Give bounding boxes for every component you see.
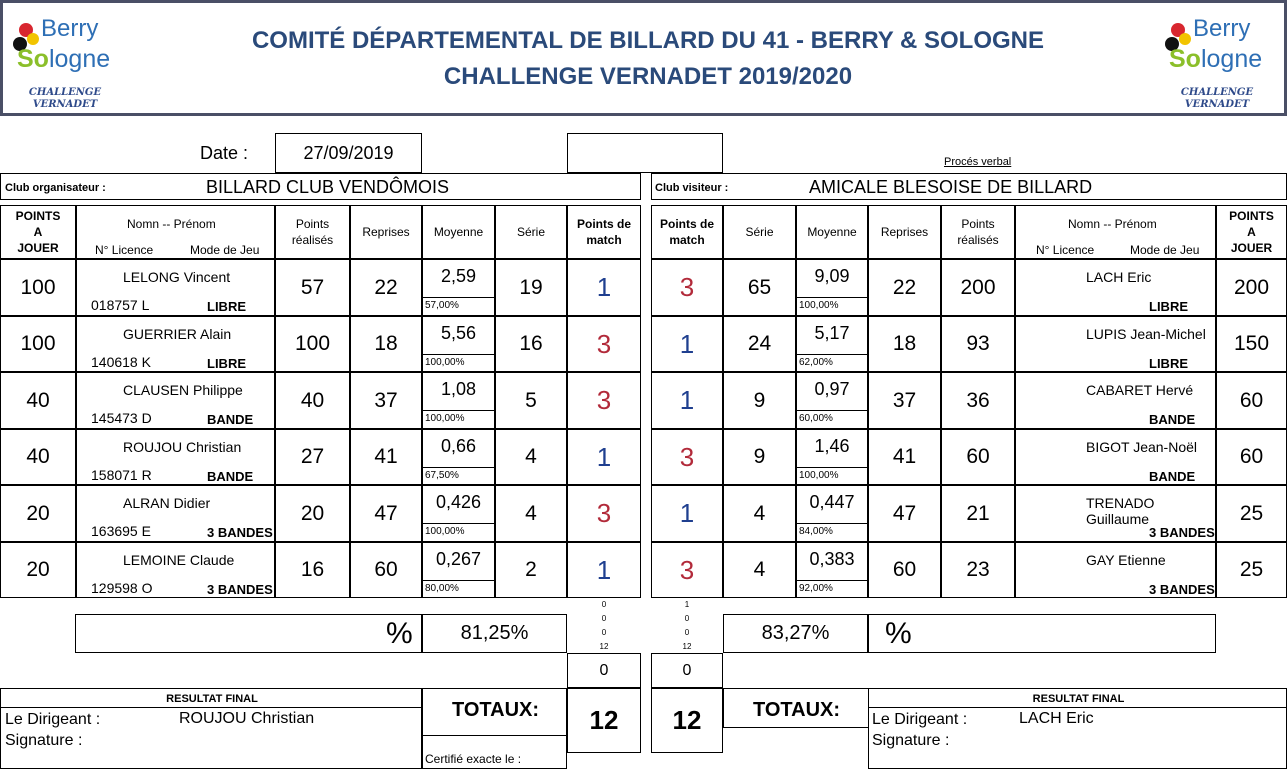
away-points-a-jouer: 60 [1216,372,1287,429]
divider [423,410,494,411]
away-dirigeant-label: Le Dirigeant : [872,711,968,728]
home-moyenne: 0,66 [440,436,477,456]
away-moyenne-pct: 100,00% [799,470,839,481]
home-points-match: 3 [567,485,641,542]
home-player-licence: 140618 K [91,354,151,370]
away-pct-symbol: % [885,617,912,650]
away-reprises: 37 [868,372,941,429]
home-points-realises: 40 [275,372,350,429]
away-player-cell [1015,429,1216,485]
home-result-box [0,688,422,769]
away-player-name: GAY Etienne [1086,552,1166,568]
away-moyenne-pct: 92,00% [799,583,833,594]
away-reprises: 41 [868,429,941,485]
away-player-cell [1015,316,1216,372]
home-mini-counts: 0 0 0 12 [599,600,609,651]
home-player-name: CLAUSEN Philippe [123,382,243,398]
home-player-cell [76,316,275,372]
away-header-moyenne: Moyenne [796,205,868,259]
away-moyenne: 5,17 [814,323,850,343]
home-points-a-jouer: 100 [0,316,76,372]
date-label: Date : [200,143,249,163]
home-moyenne: 0,267 [435,549,482,569]
away-points-realises: 93 [941,316,1015,372]
home-player-name: ALRAN Didier [123,495,211,511]
home-header-reprises: Reprises [350,205,422,259]
home-reprises: 60 [350,542,422,598]
away-points-match: 3 [651,542,723,598]
away-moyenne: 0,383 [809,549,855,569]
home-header-serie: Série [495,205,567,259]
away-points-match: 3 [651,259,723,316]
home-moyenne: 5,56 [440,323,477,343]
divider [423,297,494,298]
home-points-match: 1 [567,542,641,598]
home-moyenne-pct: 100,00% [425,526,465,537]
home-serie: 19 [495,259,567,316]
away-moyenne-cell [796,485,868,542]
away-moyenne-cell [796,429,868,485]
divider [797,297,867,298]
away-player-name: LACH Eric [1086,269,1152,285]
away-moyenne-cell [796,542,868,598]
away-points-a-jouer: 25 [1216,542,1287,598]
home-reprises: 22 [350,259,422,316]
divider [423,735,568,736]
away-pct-box [868,614,1216,653]
away-reprises: 60 [868,542,941,598]
home-moyenne-cell [422,316,495,372]
home-player-name: GUERRIER Alain [123,326,232,342]
logo-sologne: Sologne [1169,45,1263,73]
away-header-points-realises: Points réalisés [941,205,1015,259]
home-moyenne-pct: 80,00% [425,583,459,594]
away-serie: 65 [723,259,796,316]
home-player-licence: 018757 L [91,297,150,313]
page-title: COMITÉ DÉPARTEMENTAL DE BILLARD DU 41 - BERRY & SOLOGNE [251,27,1045,54]
divider [423,354,494,355]
home-signature-label: Signature : [5,732,83,749]
totaux-label: TOTAUX: [451,699,540,721]
home-result-label: RESULTAT FINAL [166,693,258,705]
logo-sologne: Sologne [17,45,111,73]
away-player-mode: LIBRE [1149,299,1188,314]
away-moyenne-pct: 60,00% [799,413,833,424]
home-player-licence: 158071 R [91,467,152,483]
away-serie: 9 [723,372,796,429]
home-player-cell [76,429,275,485]
home-serie: 2 [495,542,567,598]
home-player-mode: 3 BANDES [207,582,273,597]
away-player-cell [1015,372,1216,429]
home-points-realises: 100 [275,316,350,372]
away-header-serie: Série [723,205,796,259]
home-header-nom: Nomn -- Prénom N° Licence Mode de Jeu [76,205,275,259]
away-points-a-jouer: 200 [1216,259,1287,316]
away-mini-counts: 1 0 0 12 [682,600,692,651]
home-points-a-jouer: 20 [0,542,76,598]
home-player-mode: BANDE [207,412,254,427]
home-club-row [0,173,641,200]
divider [423,523,494,524]
home-player-name: ROUJOU Christian [123,439,242,455]
home-moyenne: 2,59 [440,266,477,286]
away-moyenne: 1,46 [814,436,850,456]
away-moyenne: 0,447 [809,492,855,512]
home-serie: 4 [495,485,567,542]
away-moyenne-cell [796,259,868,316]
away-player-cell [1015,485,1216,542]
home-points-realises: 57 [275,259,350,316]
away-serie: 9 [723,429,796,485]
divider [423,467,494,468]
away-player-cell [1015,259,1216,316]
away-player-mode: LIBRE [1149,356,1188,371]
away-moyenne-cell [796,316,868,372]
home-player-mode: BANDE [207,469,254,484]
home-pct-total: 81,25% [422,614,567,653]
home-moyenne-pct: 100,00% [425,357,465,368]
home-moyenne-pct: 100,00% [425,413,465,424]
away-points-a-jouer: 60 [1216,429,1287,485]
page-subtitle: CHALLENGE VERNADET 2019/2020 [443,63,853,90]
divider [797,410,867,411]
away-moyenne-pct: 100,00% [799,300,839,311]
totaux-box-left [422,688,567,769]
away-club-label: Club visiteur : [655,182,729,194]
home-player-cell [76,259,275,316]
home-player-name: LEMOINE Claude [123,552,235,568]
away-signature-label: Signature : [872,732,950,749]
away-player-name: BIGOT Jean-Noël [1086,439,1198,455]
away-header-reprises: Reprises [868,205,941,259]
home-points-realises: 16 [275,542,350,598]
away-header-points-match: Points de match [651,205,723,259]
home-moyenne: 0,426 [435,492,482,512]
away-zero: 0 [651,653,723,688]
home-player-mode: LIBRE [207,299,246,314]
logo-berry: Berry [1193,15,1251,42]
away-player-name: LUPIS Jean-Michel [1086,326,1206,342]
away-reprises: 18 [868,316,941,372]
home-moyenne-cell [422,542,495,598]
home-header-points-match: Points de match [567,205,641,259]
away-points-realises: 60 [941,429,1015,485]
away-points-match: 1 [651,372,723,429]
away-header-points-a-jouer: POINTS A JOUER [1216,205,1287,259]
away-club-row [651,173,1287,200]
away-result-label: RESULTAT FINAL [1032,693,1125,705]
home-club-name: BILLARD CLUB VENDÔMOIS [206,177,450,197]
home-reprises: 18 [350,316,422,372]
away-moyenne-cell [796,372,868,429]
home-pct-box [75,614,422,653]
away-points-match: 1 [651,316,723,372]
home-serie: 16 [495,316,567,372]
billiard-ball-icon [1179,33,1191,45]
home-dirigeant-name: ROUJOU Christian [179,710,315,727]
logo-berry: Berry [41,15,99,42]
home-player-cell [76,372,275,429]
home-moyenne-cell [422,259,495,316]
home-serie: 5 [495,372,567,429]
home-points-a-jouer: 100 [0,259,76,316]
home-points-a-jouer: 20 [0,485,76,542]
home-player-licence: 163695 E [91,523,151,539]
away-club-name: AMICALE BLESOISE DE BILLARD [809,177,1093,197]
away-points-match: 3 [651,429,723,485]
home-dirigeant-label: Le Dirigeant : [5,711,101,728]
away-moyenne: 9,09 [814,266,850,286]
totaux-box-right [723,688,868,728]
home-points-match: 3 [567,316,641,372]
blank-box [567,133,723,173]
away-points-a-jouer: 150 [1216,316,1287,372]
home-player-cell [76,485,275,542]
berry-sologne-logo-left [11,15,121,111]
divider [797,523,867,524]
home-serie: 4 [495,429,567,485]
home-pct-symbol: % [386,617,413,650]
away-serie: 24 [723,316,796,372]
away-header-nom: Nomn -- Prénom N° Licence Mode de Jeu [1015,205,1216,259]
home-moyenne-cell [422,429,495,485]
totaux-label: TOTAUX: [752,699,841,721]
home-points-realises: 27 [275,429,350,485]
home-moyenne-pct: 67,50% [425,470,459,481]
away-player-mode: BANDE [1149,412,1196,427]
home-club-label: Club organisateur : [5,182,106,194]
away-moyenne: 0,97 [814,379,850,399]
away-points-a-jouer: 25 [1216,485,1287,542]
home-reprises: 41 [350,429,422,485]
home-points-a-jouer: 40 [0,372,76,429]
away-serie: 4 [723,542,796,598]
home-total: 12 [567,688,641,753]
away-moyenne-pct: 62,00% [799,357,833,368]
logo-caption: CHALLENGE VERNADET [1180,87,1254,110]
home-reprises: 37 [350,372,422,429]
away-result-box [868,688,1287,769]
away-reprises: 22 [868,259,941,316]
home-points-a-jouer: 40 [0,429,76,485]
divider [797,354,867,355]
certifie-label: Certifié exacte le : [425,752,522,766]
away-points-realises: 23 [941,542,1015,598]
divider [869,707,1286,708]
away-player-mode: BANDE [1149,469,1196,484]
home-moyenne: 1,08 [440,379,477,399]
home-player-licence: 145473 D [91,410,152,426]
home-zero: 0 [567,653,641,688]
divider [797,467,867,468]
home-header-moyenne: Moyenne [422,205,495,259]
home-points-match: 1 [567,429,641,485]
away-total: 12 [651,688,723,753]
away-points-realises: 21 [941,485,1015,542]
home-moyenne-cell [422,372,495,429]
home-reprises: 47 [350,485,422,542]
home-header-points-realises: Points réalisés [275,205,350,259]
home-player-mode: 3 BANDES [207,525,273,540]
away-serie: 4 [723,485,796,542]
home-player-mode: LIBRE [207,356,246,371]
away-player-mode: 3 BANDES [1149,582,1215,597]
home-moyenne-cell [422,485,495,542]
divider [1,707,421,708]
away-points-realises: 200 [941,259,1015,316]
away-moyenne-pct: 84,00% [799,526,833,537]
away-player-name: TRENADO Guillaume [1086,495,1155,527]
home-player-cell [76,542,275,598]
billiard-ball-icon [27,33,39,45]
proces-verbal-label: Procés verbal [944,156,1012,168]
date-value: 27/09/2019 [275,133,422,173]
away-player-cell [1015,542,1216,598]
home-points-match: 3 [567,372,641,429]
home-moyenne-pct: 57,00% [425,300,459,311]
away-player-mode: 3 BANDES [1149,525,1215,540]
away-reprises: 47 [868,485,941,542]
away-points-match: 1 [651,485,723,542]
logo-caption: CHALLENGE VERNADET [28,87,102,110]
divider [423,580,494,581]
home-player-name: LELONG Vincent [123,269,231,285]
away-pct-total: 83,27% [723,614,868,653]
page-header [0,0,1287,116]
home-header-points-a-jouer: POINTS A JOUER [0,205,76,259]
berry-sologne-logo-right [1163,15,1273,111]
away-dirigeant-name: LACH Eric [1019,710,1094,727]
away-player-name: CABARET Hervé [1086,382,1194,398]
home-player-licence: 129598 O [91,580,153,596]
away-points-realises: 36 [941,372,1015,429]
home-points-match: 1 [567,259,641,316]
divider [797,580,867,581]
home-points-realises: 20 [275,485,350,542]
